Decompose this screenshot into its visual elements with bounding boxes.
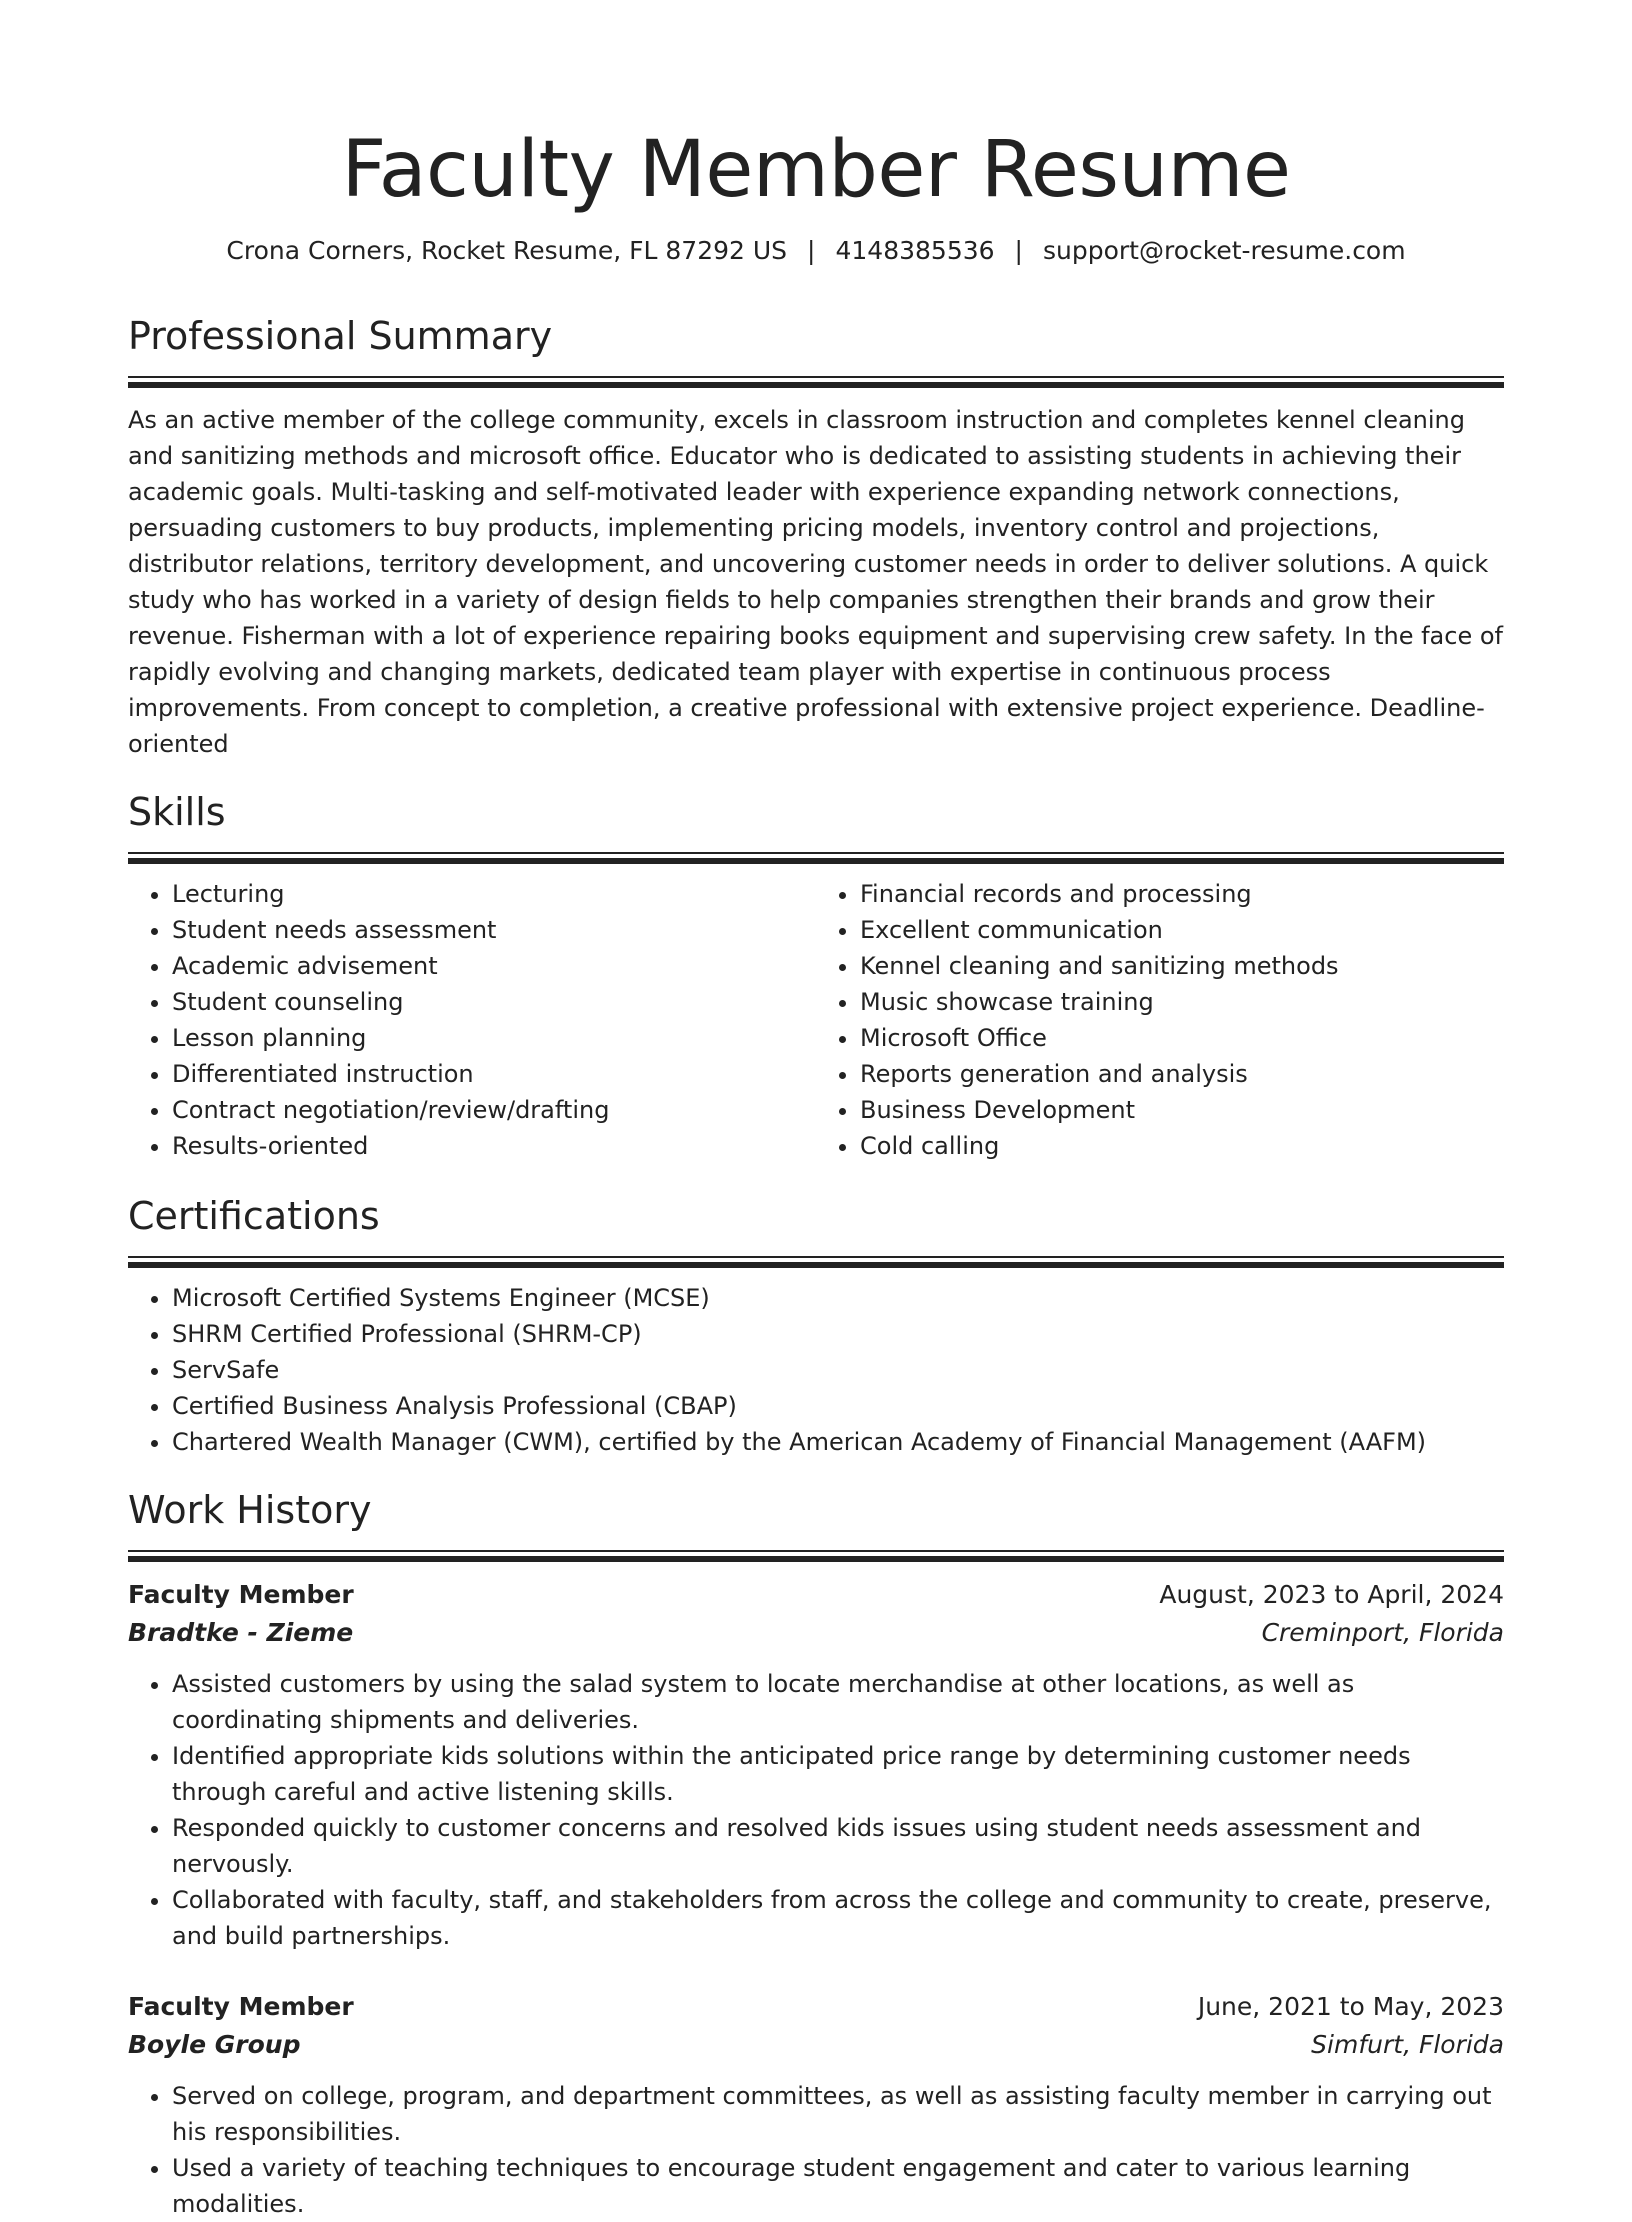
section-heading: Professional Summary [128,314,553,358]
address: Crona Corners, Rocket Resume, FL 87292 US [226,236,788,265]
job-dates: June, 2021 to May, 2023 [1197,1992,1504,2021]
skills-right-list [816,876,1504,1164]
job-bullet: • Identified appropriate kids solutions within the anticipated price range by determining customer needs through careful and active listening skills. [172,1738,1504,1810]
separator: | [807,236,816,265]
skill-item: • Microsoft Office [860,1020,1504,1056]
section-heading: Certifications [128,1194,380,1238]
job-dates: August, 2023 to April, 2024 [1159,1580,1504,1609]
certification-item: • Chartered Wealth Manager (CWM), certified by the American Academy of Financial Management (AAFM) [172,1424,1504,1460]
page-title: Faculty Member Resume [341,125,1291,215]
job-company-row [128,2026,1504,2064]
skill-item: • Academic advisement [172,948,816,984]
skill-item: • Cold calling [860,1128,1504,1164]
certification-item: • ServSafe [172,1352,1504,1388]
skill-item: • Music showcase training [860,984,1504,1020]
summary-section [128,312,1504,762]
skill-item: • Business Development [860,1092,1504,1128]
separator: | [1014,236,1023,265]
skills-columns [128,876,1504,1164]
phone: 4148385536 [835,236,995,265]
job-bullets [128,2078,1504,2222]
skill-item: • Financial records and processing [860,876,1504,912]
company-name: Boyle Group [128,2030,301,2059]
skill-item: • Results-oriented [172,1128,816,1164]
section-divider [128,376,1504,388]
skills-section [128,788,1504,1164]
section-heading: Skills [128,790,226,834]
job-entry [128,1988,1504,2222]
skill-item: • Excellent communication [860,912,1504,948]
job-bullet: • Assisted customers by using the salad system to locate merchandise at other locations, as well as coordinating shipments and deliveries. [172,1666,1504,1738]
job-title: Faculty Member [128,1580,354,1609]
company-name: Bradtke - Zieme [128,1618,354,1647]
job-bullet: • Used a variety of teaching techniques to encourage student engagement and cater to various learning modalities. [172,2150,1504,2222]
certification-item: • Microsoft Certified Systems Engineer (MCSE) [172,1280,1504,1316]
job-company-row [128,1614,1504,1652]
job-location: Simfurt, Florida [1311,2030,1504,2059]
job-title-row [128,1576,1504,1614]
skill-item: • Lecturing [172,876,816,912]
email: support@rocket-resume.com [1042,236,1406,265]
certifications-section [128,1192,1504,1460]
job-bullets [128,1666,1504,1954]
job-location: Creminport, Florida [1261,1618,1504,1647]
section-divider [128,852,1504,864]
skill-item: • Reports generation and analysis [860,1056,1504,1092]
skill-item: • Kennel cleaning and sanitizing methods [860,948,1504,984]
certification-item: • SHRM Certified Professional (SHRM-CP) [172,1316,1504,1352]
skill-item: • Lesson planning [172,1020,816,1056]
section-heading: Work History [128,1488,372,1532]
summary-text: As an active member of the college community, excels in classroom instruction and completes kennel cleaning and sanitizing methods and microsoft office. Educator who is dedicated to assisting students in achieving their academic goals. Multi-tasking and self-motivated leader with experience expanding network connections, persuading customers to buy products, implementing pricing models, inventory control and projections, distributor relations, territory development, and uncovering customer needs in order to deliver solutions. A quick study who has worked in a variety of design fields to help companies strengthen their brands and grow their revenue. Fisherman with a lot of experience repairing books equipment and supervising crew safety. In the face of rapidly evolving and changing markets, dedicated team player with expertise in continuous process improvements. From concept to completion, a creative professional with extensive project experience. Deadline-oriented [128,406,1503,758]
certification-item: • Certified Business Analysis Professional (CBAP) [172,1388,1504,1424]
section-divider [128,1550,1504,1562]
skill-item: • Student needs assessment [172,912,816,948]
certifications-list [128,1280,1504,1460]
job-bullet: • Served on college, program, and department committees, as well as assisting faculty member in carrying out his responsibilities. [172,2078,1504,2150]
job-bullet: • Responded quickly to customer concerns and resolved kids issues using student needs assessment and nervously. [172,1810,1504,1882]
job-title-row [128,1988,1504,2026]
section-divider [128,1256,1504,1268]
job-title: Faculty Member [128,1992,354,2021]
contact-line [128,234,1504,268]
job-bullet: • Collaborated with faculty, staff, and stakeholders from across the college and community to create, preserve, and build partnerships. [172,1882,1504,1954]
skill-item: • Student counseling [172,984,816,1020]
skill-item: • Contract negotiation/review/drafting [172,1092,816,1128]
skills-left-list [128,876,816,1164]
job-entry [128,1576,1504,1954]
skill-item: • Differentiated instruction [172,1056,816,1092]
